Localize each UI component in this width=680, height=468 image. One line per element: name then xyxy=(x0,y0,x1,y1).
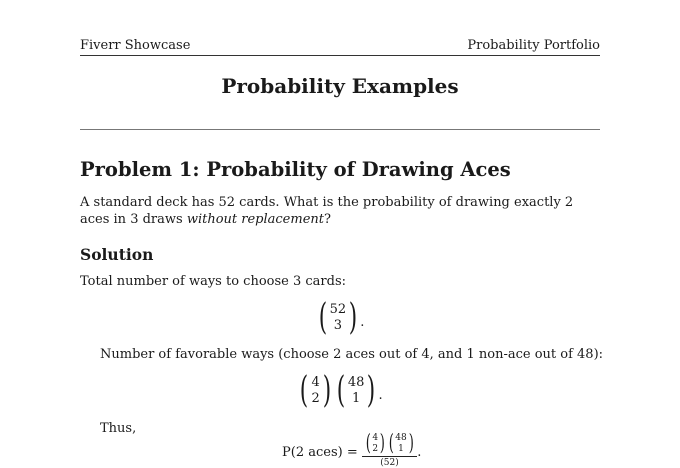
binomial-top: 4 xyxy=(311,374,320,390)
total-ways-equation xyxy=(0,297,680,338)
solution-heading: Solution xyxy=(80,245,154,264)
running-header-left: Fiverr Showcase xyxy=(80,38,191,53)
final-equation xyxy=(282,433,421,468)
favorable-ways-text: Number of favorable ways (choose 2 aces out of 4, and 1 non-ace out of 48): xyxy=(100,347,604,362)
binomial-top: 52 xyxy=(329,301,347,317)
probability-fraction xyxy=(362,433,418,468)
title-rule xyxy=(80,129,600,130)
fraction-denominator: (52) xyxy=(380,457,399,468)
section-heading: Problem 1: Probability of Drawing Aces xyxy=(80,158,511,181)
problem-statement xyxy=(80,194,600,228)
problem-text: A standard deck has 52 cards. What is the probability of drawing exactly 2 aces in 3 draws xyxy=(80,195,574,227)
binomial-4-2: ( 4 2 ) xyxy=(300,370,331,411)
favorable-ways-equation xyxy=(0,370,680,411)
binomial-48-1: ( 48 1 ) xyxy=(336,370,376,411)
period: . xyxy=(417,445,422,460)
final-equation-clip xyxy=(0,431,680,468)
running-header-right: Probability Portfolio xyxy=(467,38,600,53)
period: . xyxy=(360,314,365,330)
binomial-bottom: 3 xyxy=(333,318,343,333)
binomial-top: 48 xyxy=(347,374,365,390)
period: . xyxy=(378,387,383,403)
thus-text: Thus, xyxy=(100,421,137,436)
problem-text-end: ? xyxy=(323,212,331,227)
fraction-numerator: ( 4 2 ) ( 48 1 ) xyxy=(362,433,418,457)
binomial-52-3: ( 52 3 ) xyxy=(318,297,358,338)
problem-emphasis: without replacement xyxy=(186,212,324,227)
probability-lhs: P(2 aces) = xyxy=(282,445,358,460)
binomial-bottom: 2 xyxy=(311,391,320,406)
binomial-bottom: 1 xyxy=(351,391,361,406)
total-ways-text: Total number of ways to choose 3 cards: xyxy=(80,274,346,289)
header-rule xyxy=(80,55,600,56)
document-title: Probability Examples xyxy=(221,74,459,98)
